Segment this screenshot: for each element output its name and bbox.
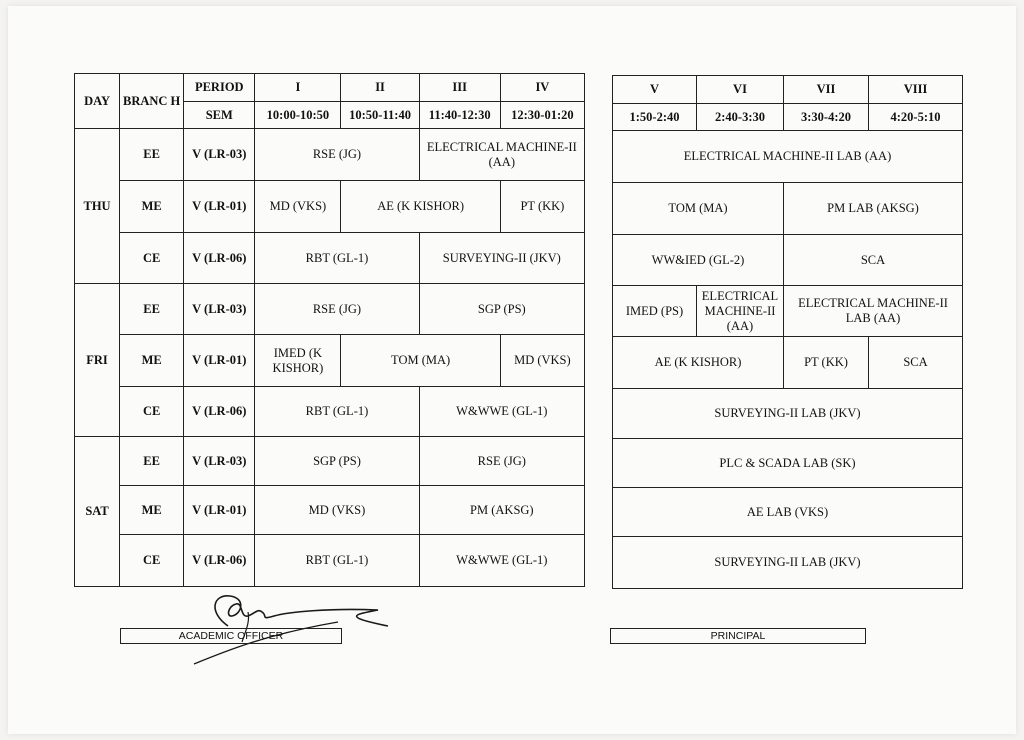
branch-cell: CE <box>120 233 184 284</box>
class-cell: ELECTRICAL MACHINE-II (AA) <box>419 129 584 181</box>
branch-cell: ME <box>120 486 184 535</box>
class-cell: W&WWE (GL-1) <box>419 535 584 587</box>
class-cell: SCA <box>784 235 963 286</box>
class-cell: ELECTRICAL MACHINE-II (AA) <box>697 286 784 337</box>
sem-cell: V (LR-03) <box>184 284 255 335</box>
class-cell: ELECTRICAL MACHINE-II LAB (AA) <box>613 131 963 183</box>
time-7: 3:30-4:20 <box>784 104 869 131</box>
class-cell: ELECTRICAL MACHINE-II LAB (AA) <box>784 286 963 337</box>
table-row <box>75 387 585 437</box>
period-3: III <box>419 74 500 102</box>
table-row <box>613 337 963 389</box>
class-cell: WW&IED (GL-2) <box>613 235 784 286</box>
table-row <box>75 437 585 486</box>
class-cell: AE LAB (VKS) <box>613 488 963 537</box>
class-cell: SURVEYING-II LAB (JKV) <box>613 389 963 439</box>
period-5: V <box>613 76 697 104</box>
class-cell: SURVEYING-II (JKV) <box>419 233 584 284</box>
time-4: 12:30-01:20 <box>500 102 584 129</box>
time-1: 10:00-10:50 <box>255 102 341 129</box>
table-row <box>75 129 585 181</box>
class-cell: RSE (JG) <box>255 129 419 181</box>
period-8: VIII <box>869 76 963 104</box>
table-row <box>75 284 585 335</box>
period-header: PERIOD <box>184 74 255 102</box>
branch-cell: CE <box>120 387 184 437</box>
table-row <box>75 181 585 233</box>
table-row <box>75 233 585 284</box>
table-row <box>613 389 963 439</box>
table-row <box>613 537 963 589</box>
table-row <box>75 335 585 387</box>
academic-officer-label: ACADEMIC OFFICER <box>120 628 342 644</box>
class-cell: SGP (PS) <box>255 437 419 486</box>
table-row <box>613 439 963 488</box>
period-6: VI <box>697 76 784 104</box>
sem-cell: V (LR-01) <box>184 181 255 233</box>
timetable-sheet <box>8 6 1016 734</box>
sem-header: SEM <box>184 102 255 129</box>
day-thu: THU <box>75 129 120 284</box>
branch-cell: CE <box>120 535 184 587</box>
period-1: I <box>255 74 341 102</box>
sem-cell: V (LR-03) <box>184 129 255 181</box>
branch-cell: ME <box>120 335 184 387</box>
sem-cell: V (LR-06) <box>184 233 255 284</box>
class-cell: W&WWE (GL-1) <box>419 387 584 437</box>
class-cell: SGP (PS) <box>419 284 584 335</box>
class-cell: MD (VKS) <box>255 486 419 535</box>
table-row <box>75 535 585 587</box>
period-4: IV <box>500 74 584 102</box>
table-row <box>613 488 963 537</box>
timetable-left <box>74 73 585 587</box>
class-cell: PM (AKSG) <box>419 486 584 535</box>
class-cell: TOM (MA) <box>613 183 784 235</box>
class-cell: IMED (K KISHOR) <box>255 335 341 387</box>
class-cell: MD (VKS) <box>255 181 341 233</box>
class-cell: RBT (GL-1) <box>255 535 419 587</box>
time-6: 2:40-3:30 <box>697 104 784 131</box>
class-cell: SCA <box>869 337 963 389</box>
table-row <box>75 486 585 535</box>
handwritten-signature <box>188 582 398 672</box>
time-8: 4:20-5:10 <box>869 104 963 131</box>
day-header: DAY <box>75 74 120 129</box>
time-3: 11:40-12:30 <box>419 102 500 129</box>
sem-cell: V (LR-01) <box>184 335 255 387</box>
timetable-right <box>612 75 963 589</box>
branch-cell: EE <box>120 129 184 181</box>
class-cell: PT (KK) <box>784 337 869 389</box>
class-cell: AE (K KISHOR) <box>613 337 784 389</box>
branch-header: BRANC H <box>120 74 184 129</box>
sem-cell: V (LR-06) <box>184 535 255 587</box>
class-cell: IMED (PS) <box>613 286 697 337</box>
class-cell: PLC & SCADA LAB (SK) <box>613 439 963 488</box>
branch-cell: EE <box>120 437 184 486</box>
principal-label: PRINCIPAL <box>610 628 866 644</box>
time-5: 1:50-2:40 <box>613 104 697 131</box>
class-cell: RSE (JG) <box>419 437 584 486</box>
day-sat: SAT <box>75 437 120 587</box>
class-cell: AE (K KISHOR) <box>341 181 500 233</box>
table-row <box>613 183 963 235</box>
period-2: II <box>341 74 419 102</box>
table-row <box>613 235 963 286</box>
class-cell: RBT (GL-1) <box>255 233 419 284</box>
table-row <box>613 131 963 183</box>
sem-cell: V (LR-01) <box>184 486 255 535</box>
branch-cell: EE <box>120 284 184 335</box>
class-cell: MD (VKS) <box>500 335 584 387</box>
class-cell: TOM (MA) <box>341 335 500 387</box>
period-7: VII <box>784 76 869 104</box>
class-cell: PT (KK) <box>500 181 584 233</box>
time-2: 10:50-11:40 <box>341 102 419 129</box>
sem-cell: V (LR-06) <box>184 387 255 437</box>
class-cell: SURVEYING-II LAB (JKV) <box>613 537 963 589</box>
class-cell: RSE (JG) <box>255 284 419 335</box>
class-cell: PM LAB (AKSG) <box>784 183 963 235</box>
branch-cell: ME <box>120 181 184 233</box>
class-cell: RBT (GL-1) <box>255 387 419 437</box>
day-fri: FRI <box>75 284 120 437</box>
table-row <box>613 286 963 337</box>
sem-cell: V (LR-03) <box>184 437 255 486</box>
